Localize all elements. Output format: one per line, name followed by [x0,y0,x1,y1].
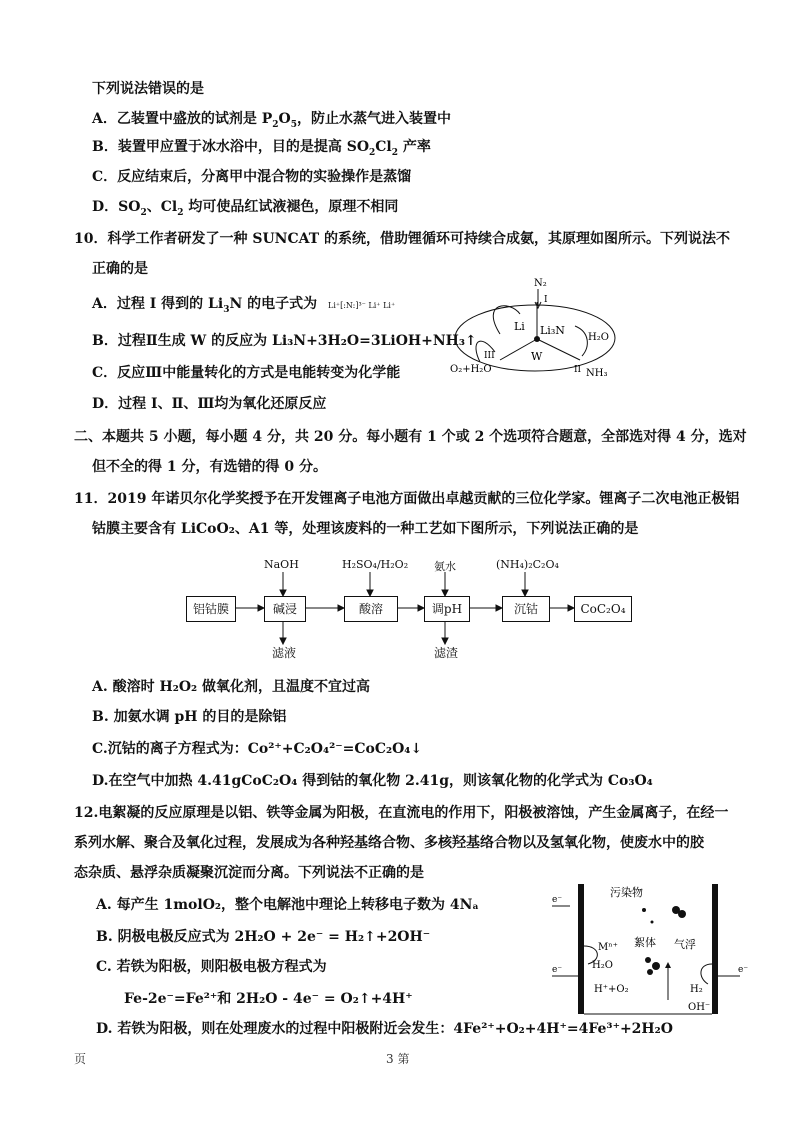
floc-label: 絮体 [634,936,656,949]
q12-option-d: D. 若铁为阳极，则在处理废水的过程中阳极附近会发生：4Fe²⁺+O₂+4H⁺=4Fe³⁺+2H₂O [96,1021,673,1037]
q11-option-d: D.在空气中加热 4.41gCoC₂O₄ 得到钴的氧化物 2.41g，则该氧化物的化学式为 Co₃O₄ [92,773,653,789]
h-o2-label: H⁺+O₂ [594,984,629,995]
metal-ion-label: Mⁿ⁺ [598,942,618,953]
q12-option-c-1: C. 若铁为阳极，则阳极电极方程式为 [96,959,327,975]
process-2-label: II [574,365,582,375]
box-adjust-ph: 调pH [424,596,470,622]
reagent-naoh: NaOH [264,558,299,571]
q10-option-a: A．过程 I 得到的 $Li_3N$ 的电子式为 Li⁺[:N:]³⁻ Li⁺ Li⁺ [92,296,396,315]
electron-label-left-top: e⁻ [552,895,563,905]
q10-option-c: C．反应Ⅲ中能量转化的方式是电能转变为化学能 [92,365,401,381]
reagent-ammonium-oxalate: (NH₄)₂C₂O₄ [496,558,559,571]
q11-option-b: B. 加氨水调 pH 的目的是除铝 [92,709,287,725]
q11-option-a: A. 酸溶时 H₂O₂ 做氧化剂，且温度不宜过高 [92,679,371,695]
q12-option-c-2: Fe-2e⁻=Fe²⁺和 2H₂O - 4e⁻ = O₂↑+4H⁺ [124,991,413,1007]
question-intro: 下列说法错误的是 [92,81,204,97]
flotation-label: 气浮 [674,938,696,951]
o2-h2o-label: O₂+H₂O [450,364,492,375]
section-2-header-1: 二、本题共 5 小题，每小题 4 分，共 20 分。每小题有 1 个或 2 个选项符合题意，全部选对得 4 分，选对 [74,429,747,445]
q10-stem-1: 10．科学工作者研发了一种 SUNCAT 的系统，借助锂循环可持续合成氨，其原理如图所示。下列说法不 [74,231,731,247]
box-acid-dissolve: 酸溶 [344,596,398,622]
process-1-label: I [544,295,548,305]
footer-page-left: 页 [74,1052,87,1066]
electron-formula: Li⁺[:N:]³⁻ Li⁺ Li⁺ [328,301,396,310]
q11-stem-1: 11．2019 年诺贝尔化学奖授予在开发锂离子电池方面做出卓越贡献的三位化学家。锂离子二次电池正极铝 [74,491,740,507]
box-co-precipitate: 沉钴 [502,596,550,622]
h2o-label: H₂O [592,960,613,971]
n2-label: N₂ [534,278,547,289]
footer-page-number: 3 第 [386,1052,410,1066]
process-3-label: III [484,351,495,361]
electron-label-right: e⁻ [738,965,749,975]
q10-stem-2: 正确的是 [92,261,148,277]
li-label: Li [514,320,525,333]
nh3-label: NH₃ [586,368,608,379]
q11-stem-2: 钴膜主要含有 LiCoO₂、A1 等，处理该废料的一种工艺如下图所示，下列说法正确的是 [92,521,639,537]
box-al-co-film: 铝钴膜 [186,596,236,622]
output-residue: 滤渣 [434,646,459,660]
reagent-ammonia: 氨水 [434,560,456,573]
q9-option-a: A．乙装置中盛放的试剂是 $P_2O_5$，防止水蒸气进入装置中 [92,111,451,130]
h2o-label: H₂O [588,332,609,343]
w-label: W [531,350,543,363]
q10-option-d: D．过程 I、Ⅱ、Ⅲ均为氧化还原反应 [92,396,327,412]
li3n-label: Li₃N [540,324,565,337]
q9-option-c: C．反应结束后，分离甲中混合物的实验操作是蒸馏 [92,169,412,185]
pollutant-label: 污染物 [610,886,643,899]
q12-option-a: A. 每产生 1molO₂，整个电解池中理论上转移电子数为 4Nₐ [96,897,479,913]
electron-label-left: e⁻ [552,965,563,975]
box-coc2o4: CoC₂O₄ [574,596,632,622]
q12-stem-3: 态杂质、悬浮杂质凝聚沉淀而分离。下列说法不正确的是 [74,865,424,881]
flowchart-arrows [180,552,640,662]
q9-option-d: D．$SO_2$、$Cl_2$ 均可使品红试液褪色，原理不相同 [92,199,399,218]
q12-stem-1: 12.电絮凝的反应原理是以铝、铁等金属为阳极，在直流电的作用下，阳极被溶蚀，产生金属离子，在经一 [74,805,729,821]
output-filtrate: 滤液 [272,646,297,660]
q12-option-b: B. 阴极电极反应式为 2H₂O + 2e⁻ = H₂↑+2OH⁻ [96,929,431,945]
q9-option-b: B．装置甲应置于冰水浴中，目的是提高 $SO_2Cl_2$ 产率 [92,139,431,158]
process-flowchart [180,552,640,662]
electrocoagulation-diagram [548,880,758,1020]
box-alkali-leach: 碱浸 [264,596,306,622]
oh-label: OH⁻ [688,1002,711,1013]
section-2-header-2: 但不全的得 1 分，有选错的得 0 分。 [92,459,327,475]
lithium-cycle-diagram [440,272,630,382]
q11-option-c: C.沉钴的离子方程式为：Co²⁺+C₂O₄²⁻=CoC₂O₄↓ [92,741,423,757]
q12-stem-2: 系列水解、聚合及氧化过程，发展成为各种羟基络合物、多核羟基络合物以及氢氧化物，使废水中的胶 [74,835,704,851]
q10-option-b: B．过程Ⅱ生成 W 的反应为 Li₃N+3H₂O=3LiOH+NH₃↑ [92,333,477,349]
reagent-h2so4-h2o2: H₂SO₄/H₂O₂ [342,558,409,571]
h2-label: H₂ [690,984,703,995]
